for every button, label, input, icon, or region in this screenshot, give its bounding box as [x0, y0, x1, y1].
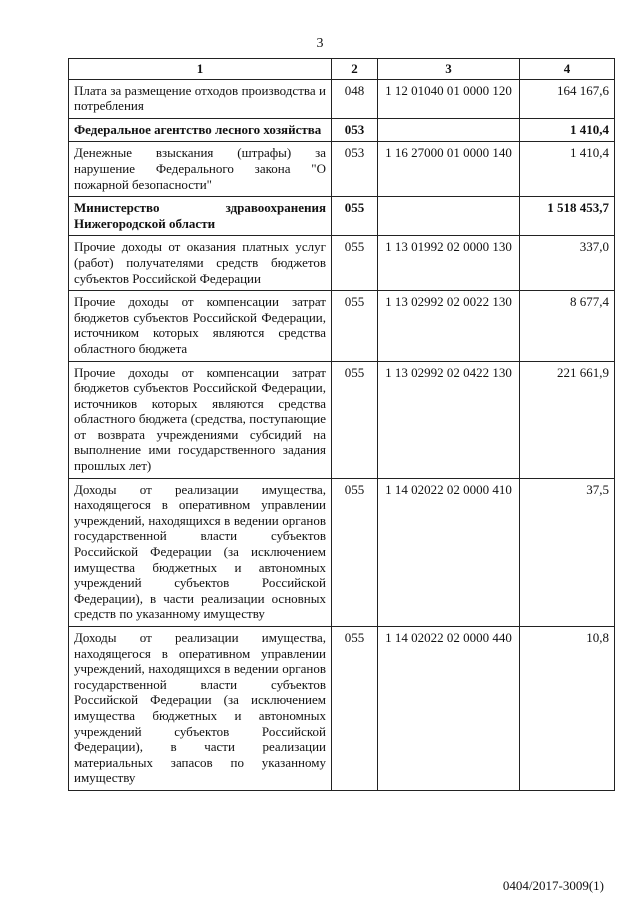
row-amount: 337,0	[520, 236, 615, 291]
row-admin-code: 053	[332, 118, 378, 142]
row-name: Министерство здравоохранения Нижегородской области	[69, 197, 332, 236]
table-row	[69, 627, 615, 791]
row-admin-code: 055	[332, 478, 378, 626]
row-budget-code: 1 12 01040 01 0000 120	[378, 79, 520, 118]
table-row-group-header	[69, 118, 615, 142]
row-amount: 164 167,6	[520, 79, 615, 118]
page-number: 3	[316, 36, 324, 51]
table-row	[69, 142, 615, 197]
revenue-table	[68, 58, 615, 791]
row-name: Доходы от реализации имущества, находящегося в оперативном управлении учреждений, находящихся в ведении органов государственной власти субъектов Российской Федерации (за исключением имущества бюджетных и автономных учреждений субъектов Российской Федерации), в части реализации основных средств по указанному имуществу	[69, 478, 332, 626]
column-header-1: 1	[69, 59, 332, 80]
table-row-group-header	[69, 197, 615, 236]
row-name: Федеральное агентство лесного хозяйства	[69, 118, 332, 142]
table-row	[69, 79, 615, 118]
row-admin-code: 055	[332, 291, 378, 361]
row-budget-code: 1 14 02022 02 0000 440	[378, 627, 520, 791]
row-name: Прочие доходы от компенсации затрат бюджетов субъектов Российской Федерации, источников которых являются средства областного бюджета (средства, поступающие от возврата учреждениями субсидий на выполнение ими государственного задания прошлых лет)	[69, 361, 332, 478]
table-header-row	[69, 59, 615, 80]
table-row	[69, 361, 615, 478]
row-admin-code: 048	[332, 79, 378, 118]
table-row	[69, 236, 615, 291]
row-admin-code: 055	[332, 236, 378, 291]
row-admin-code: 055	[332, 361, 378, 478]
row-name: Плата за размещение отходов производства и потребления	[69, 79, 332, 118]
row-budget-code	[378, 118, 520, 142]
column-header-3: 3	[378, 59, 520, 80]
row-budget-code: 1 13 02992 02 0022 130	[378, 291, 520, 361]
row-amount: 1 410,4	[520, 142, 615, 197]
row-budget-code: 1 14 02022 02 0000 410	[378, 478, 520, 626]
column-header-2: 2	[332, 59, 378, 80]
row-budget-code: 1 16 27000 01 0000 140	[378, 142, 520, 197]
row-admin-code: 055	[332, 197, 378, 236]
row-amount: 221 661,9	[520, 361, 615, 478]
row-name: Прочие доходы от компенсации затрат бюджетов субъектов Российской Федерации, источником которых являются средства областного бюджета	[69, 291, 332, 361]
row-name: Прочие доходы от оказания платных услуг (работ) получателями средств бюджетов субъектов Российской Федерации	[69, 236, 332, 291]
table-row	[69, 291, 615, 361]
row-budget-code: 1 13 01992 02 0000 130	[378, 236, 520, 291]
row-amount: 10,8	[520, 627, 615, 791]
row-name: Денежные взыскания (штрафы) за нарушение Федерального закона "О пожарной безопасности"	[69, 142, 332, 197]
row-amount: 1 410,4	[520, 118, 615, 142]
row-admin-code: 053	[332, 142, 378, 197]
row-amount: 37,5	[520, 478, 615, 626]
row-amount: 8 677,4	[520, 291, 615, 361]
document-code: 0404/2017-3009(1)	[502, 878, 604, 893]
table-row	[69, 478, 615, 626]
column-header-4: 4	[520, 59, 615, 80]
row-admin-code: 055	[332, 627, 378, 791]
row-budget-code: 1 13 02992 02 0422 130	[378, 361, 520, 478]
row-name: Доходы от реализации имущества, находящегося в оперативном управлении учреждений, находящихся в ведении органов государственной власти субъектов Российской Федерации (за исключением имущества бюджетных и автономных учреждений субъектов Российской Федерации), в части реализации материальных запасов по указанному имуществу	[69, 627, 332, 791]
row-budget-code	[378, 197, 520, 236]
row-amount: 1 518 453,7	[520, 197, 615, 236]
